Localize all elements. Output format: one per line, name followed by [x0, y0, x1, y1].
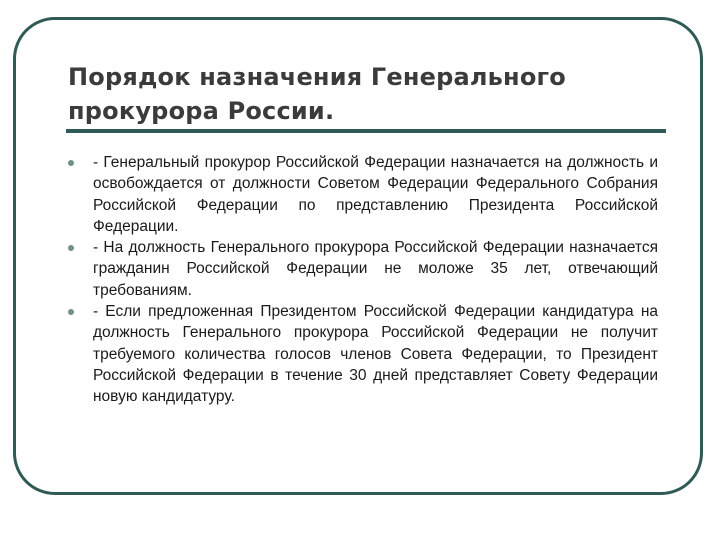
bullet-item [68, 237, 658, 301]
bullet-list [68, 152, 658, 408]
bullet-text: - Генеральный прокурор Российской Федерации назначается на должность и освобождается от должности Советом Федерации Федерального Собрания Российской Федерации по представлению Президента Российской Федерации. [93, 154, 658, 235]
slide-title-line-1: Порядок назначения Генерального [68, 63, 566, 91]
bullet-dot-icon [68, 160, 74, 166]
bullet-dot-icon [68, 245, 74, 251]
bullet-text: - На должность Генерального прокурора Российской Федерации назначается гражданин Российской Федерации не моложе 35 лет, отвечающий требованиям. [93, 239, 658, 299]
slide-title-line-2: прокурора России. [68, 97, 335, 125]
bullet-item [68, 301, 658, 407]
bullet-dot-icon [68, 309, 74, 315]
title-underline-divider [66, 129, 666, 133]
bullet-text: - Если предложенная Президентом Российской Федерации кандидатура на должность Генерального прокурора Российской Федерации не получит требуемого количества голосов членов Совета Федерации, то Президент Российской Федерации в течение 30 дней представляет Совету Федерации новую кандидатуру. [93, 303, 658, 406]
bullet-item [68, 152, 658, 237]
slide-title [68, 60, 668, 128]
